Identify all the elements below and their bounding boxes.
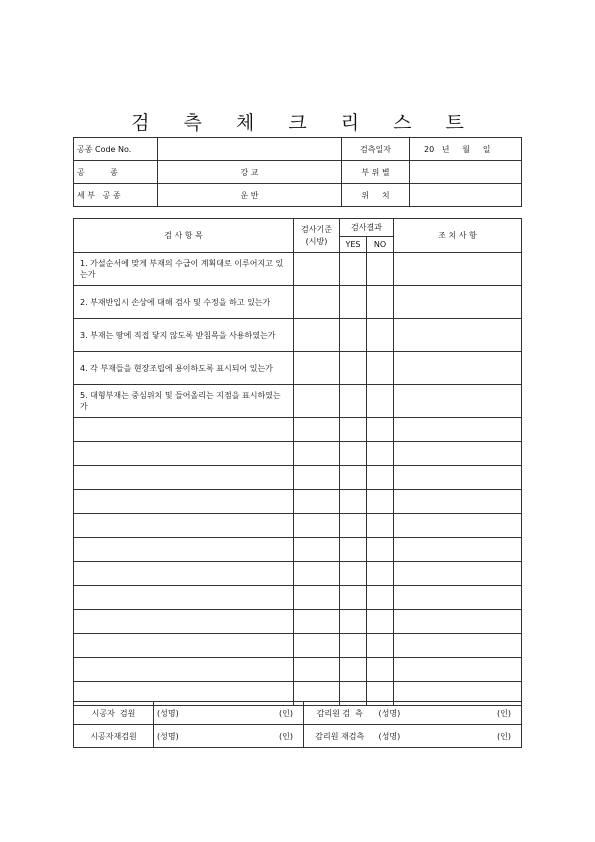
dept-label: 부 위 별 xyxy=(342,161,410,184)
table-row xyxy=(74,490,522,514)
no-cell[interactable] xyxy=(367,586,394,610)
no-cell[interactable] xyxy=(367,319,394,352)
supervisor-inspect-name[interactable]: (성명) xyxy=(376,702,476,725)
action-cell[interactable] xyxy=(394,286,522,319)
col-header-item: 검 사 항 목 xyxy=(74,219,294,253)
action-cell[interactable] xyxy=(394,352,522,385)
supervisor-reinspect-seal[interactable]: (인) xyxy=(476,725,522,748)
criteria-cell[interactable] xyxy=(294,442,340,466)
code-field[interactable] xyxy=(158,138,342,161)
work-field[interactable]: 강 교 xyxy=(158,161,342,184)
check-item: 1. 가설순서에 맞게 부재의 수급이 계획대로 이루어지고 있는가 xyxy=(74,253,294,286)
table-row xyxy=(74,253,522,286)
table-row xyxy=(74,514,522,538)
location-label: 위 치 xyxy=(342,184,410,207)
criteria-cell[interactable] xyxy=(294,253,340,286)
supervisor-reinspect-label: 감리원 재검측 xyxy=(304,725,376,748)
checklist-table xyxy=(73,218,522,706)
work-label: 공 종 xyxy=(74,161,158,184)
yes-cell[interactable] xyxy=(340,442,367,466)
empty-item-cell[interactable] xyxy=(74,490,294,514)
info-table xyxy=(73,137,522,207)
no-cell[interactable] xyxy=(367,352,394,385)
no-cell[interactable] xyxy=(367,658,394,682)
criteria-cell[interactable] xyxy=(294,634,340,658)
col-header-no: NO xyxy=(367,237,394,253)
yes-cell[interactable] xyxy=(340,658,367,682)
contractor-inspector-label: 시공자 검원 xyxy=(74,702,154,725)
yes-cell[interactable] xyxy=(340,586,367,610)
criteria-cell[interactable] xyxy=(294,514,340,538)
table-row xyxy=(74,562,522,586)
page-title: 검 측 체 크 리 스 트 xyxy=(131,112,478,134)
no-cell[interactable] xyxy=(367,490,394,514)
no-cell[interactable] xyxy=(367,418,394,442)
col-header-criteria: 검사기준 (시방) xyxy=(294,219,340,253)
no-cell[interactable] xyxy=(367,286,394,319)
yes-cell[interactable] xyxy=(340,610,367,634)
criteria-cell[interactable] xyxy=(294,610,340,634)
criteria-cell[interactable] xyxy=(294,586,340,610)
criteria-cell[interactable] xyxy=(294,418,340,442)
yes-cell[interactable] xyxy=(340,418,367,442)
empty-item-cell[interactable] xyxy=(74,514,294,538)
empty-item-cell[interactable] xyxy=(74,562,294,586)
action-cell[interactable] xyxy=(394,418,522,442)
table-row xyxy=(74,418,522,442)
action-cell[interactable] xyxy=(394,385,522,418)
supervisor-inspect-label: 감리원 검 측 xyxy=(304,702,376,725)
empty-item-cell[interactable] xyxy=(74,634,294,658)
action-cell[interactable] xyxy=(394,442,522,466)
check-item: 3. 부재는 땅에 직접 닿지 않도록 받침목을 사용하였는가 xyxy=(74,319,294,352)
location-field[interactable] xyxy=(410,184,522,207)
check-item: 4. 각 부재들을 현장조립에 용이하도록 표시되어 있는가 xyxy=(74,352,294,385)
yes-cell[interactable] xyxy=(340,538,367,562)
no-cell[interactable] xyxy=(367,253,394,286)
no-cell[interactable] xyxy=(367,385,394,418)
yes-cell[interactable] xyxy=(340,562,367,586)
action-cell[interactable] xyxy=(394,586,522,610)
col-header-action: 조 치 사 항 xyxy=(394,219,522,253)
table-row xyxy=(74,610,522,634)
date-field[interactable]: 20 년 월 일 xyxy=(410,138,522,161)
no-cell[interactable] xyxy=(367,634,394,658)
yes-cell[interactable] xyxy=(340,634,367,658)
empty-item-cell[interactable] xyxy=(74,610,294,634)
no-cell[interactable] xyxy=(367,466,394,490)
criteria-cell[interactable] xyxy=(294,385,340,418)
yes-cell[interactable] xyxy=(340,253,367,286)
empty-item-cell[interactable] xyxy=(74,538,294,562)
criteria-cell[interactable] xyxy=(294,286,340,319)
action-cell[interactable] xyxy=(394,610,522,634)
no-cell[interactable] xyxy=(367,538,394,562)
contractor-reinspector-seal[interactable]: (인) xyxy=(254,725,304,748)
yes-cell[interactable] xyxy=(340,466,367,490)
action-cell[interactable] xyxy=(394,319,522,352)
action-cell[interactable] xyxy=(394,466,522,490)
check-item: 2. 부재반입시 손상에 대해 검사 및 수정을 하고 있는가 xyxy=(74,286,294,319)
action-cell[interactable] xyxy=(394,658,522,682)
table-row xyxy=(74,442,522,466)
yes-cell[interactable] xyxy=(340,490,367,514)
criteria-cell[interactable] xyxy=(294,562,340,586)
table-row xyxy=(74,538,522,562)
yes-cell[interactable] xyxy=(340,352,367,385)
no-cell[interactable] xyxy=(367,562,394,586)
action-cell[interactable] xyxy=(394,634,522,658)
table-row xyxy=(74,466,522,490)
yes-cell[interactable] xyxy=(340,514,367,538)
yes-cell[interactable] xyxy=(340,319,367,352)
sub-work-field[interactable]: 운 반 xyxy=(158,184,342,207)
check-item: 5. 대형부재는 중심위치 및 들어올리는 지점을 표시하였는가 xyxy=(74,385,294,418)
empty-item-cell[interactable] xyxy=(74,658,294,682)
table-row xyxy=(74,634,522,658)
table-row xyxy=(74,385,522,418)
criteria-cell[interactable] xyxy=(294,319,340,352)
supervisor-inspect-seal[interactable]: (인) xyxy=(476,702,522,725)
supervisor-reinspect-name[interactable]: (성명) xyxy=(376,725,476,748)
action-cell[interactable] xyxy=(394,490,522,514)
table-row xyxy=(74,658,522,682)
action-cell[interactable] xyxy=(394,562,522,586)
empty-item-cell[interactable] xyxy=(74,586,294,610)
criteria-cell[interactable] xyxy=(294,658,340,682)
criteria-cell[interactable] xyxy=(294,490,340,514)
yes-cell[interactable] xyxy=(340,286,367,319)
empty-item-cell[interactable] xyxy=(74,418,294,442)
action-cell[interactable] xyxy=(394,253,522,286)
contractor-reinspector-name[interactable]: (성명) xyxy=(154,725,254,748)
no-cell[interactable] xyxy=(367,610,394,634)
empty-item-cell[interactable] xyxy=(74,466,294,490)
action-cell[interactable] xyxy=(394,514,522,538)
criteria-cell[interactable] xyxy=(294,466,340,490)
no-cell[interactable] xyxy=(367,514,394,538)
criteria-cell[interactable] xyxy=(294,352,340,385)
contractor-reinspector-label: 시공자재검원 xyxy=(74,725,154,748)
table-row xyxy=(74,319,522,352)
signature-table xyxy=(73,701,522,748)
table-row xyxy=(74,286,522,319)
col-header-yes: YES xyxy=(340,237,367,253)
table-row xyxy=(74,352,522,385)
dept-field[interactable] xyxy=(410,161,522,184)
col-header-result: 검사결과 xyxy=(340,219,394,237)
contractor-inspector-name[interactable]: (성명) xyxy=(154,702,254,725)
table-row xyxy=(74,586,522,610)
no-cell[interactable] xyxy=(367,442,394,466)
sub-work-label: 세 부 공 종 xyxy=(74,184,158,207)
date-label: 검측일자 xyxy=(342,138,410,161)
contractor-inspector-seal[interactable]: (인) xyxy=(254,702,304,725)
code-label: 공종 Code No. xyxy=(74,138,158,161)
empty-item-cell[interactable] xyxy=(74,442,294,466)
yes-cell[interactable] xyxy=(340,385,367,418)
criteria-cell[interactable] xyxy=(294,538,340,562)
action-cell[interactable] xyxy=(394,538,522,562)
